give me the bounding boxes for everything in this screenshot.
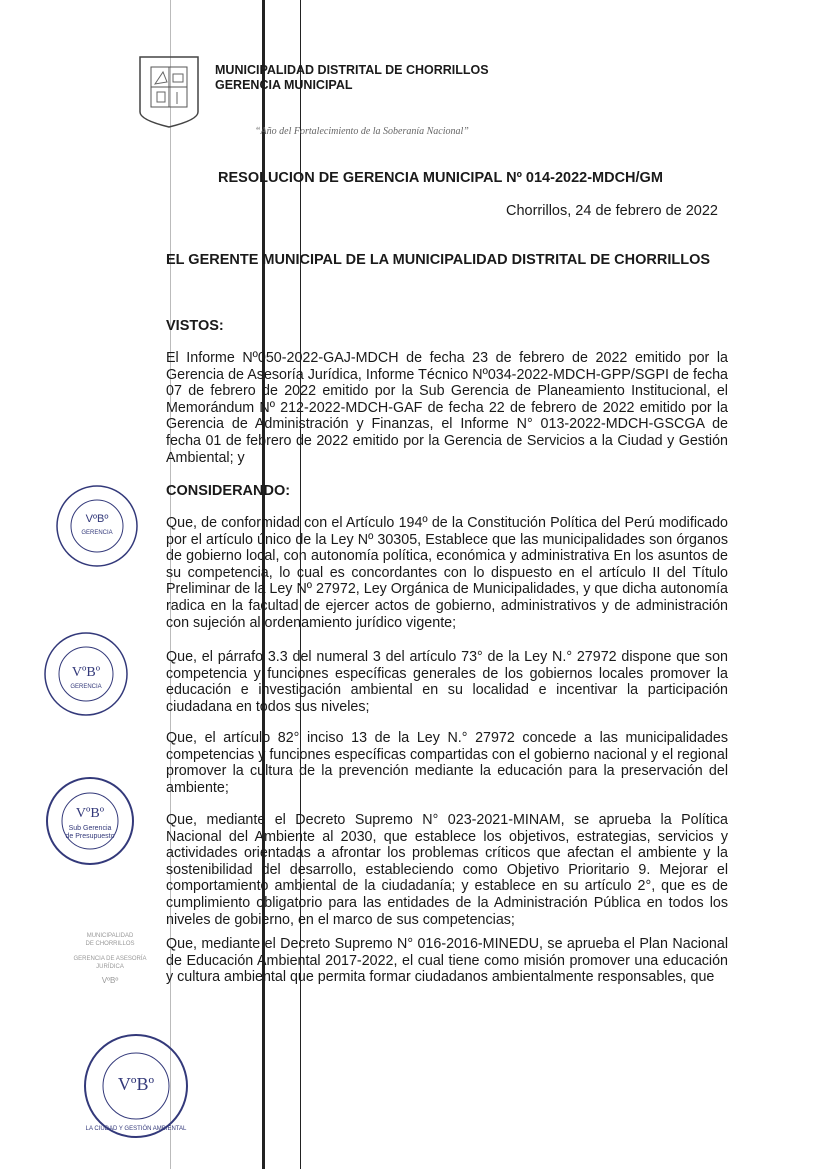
svg-text:GERENCIA: GERENCIA [70,684,102,690]
approval-stamp-administracion [42,630,130,718]
year-motto: “Año del Fortalecimiento de la Soberanía Nacional” [255,126,469,137]
vistos-heading: VISTOS: [166,318,224,334]
approval-stamp-gerencia-municipal [55,484,139,568]
considerando-paragraph: Que, el párrafo 3.3 del numeral 3 del artículo 73° de la Ley N.° 27972 dispone que son competencia y funciones específicas generales de los gobiernos locales promover la educación e investigación ambiental en su localidad e incentivar la participación ciudadana en todos sus niveles; [166,649,728,715]
svg-text:VºBº: VºBº [117,1074,155,1094]
resolution-date: Chorrillos, 24 de febrero de 2022 [506,203,718,219]
vistos-paragraph: El Informe Nº050-2022-GAJ-MDCH de fecha 23 de febrero de 2022 emitido por la Gerencia de Asesoría Jurídica, Informe Técnico Nº034-2022-MDCH-GPP/SGPI de fecha 07 de febrero de 2022 emitido por la Sub Gerencia de Planeamiento Institucional, el Memorándum Nº 212-2022-MDCH-GAF de fecha 22 de febrero de 2022 emitido por la Gerencia de Administración y Finanzas, el Informe N° 013-2022-MDCH-GSCGA de fecha 01 de febrero de 2022 emitido por la Gerencia de Servicios a la Ciudad y Gestión Ambiental; y [166,350,728,466]
svg-text:Sub Gerencia: Sub Gerencia [68,825,112,832]
institution-header [215,63,489,93]
svg-text:LA CIUDAD Y GESTIÓN AMBIENTAL: LA CIUDAD Y GESTIÓN AMBIENTAL [85,1126,187,1132]
svg-text:VºBº: VºBº [75,806,105,821]
approval-stamp-servicios-ciudad [82,1032,190,1140]
approval-stamp-asesoria-juridica [70,925,150,995]
svg-text:VºBº: VºBº [85,513,109,525]
resolution-title: RESOLUCION DE GERENCIA MUNICIPAL Nº 014-2022-MDCH/GM [218,170,663,186]
considerando-heading: CONSIDERANDO: [166,483,291,499]
svg-text:GERENCIA: GERENCIA [81,530,113,536]
considerando-paragraph: Que, el artículo 82° inciso 13 de la Ley N.° 27972 concede a las municipalidades competencias y funciones específicas compartidas con el gobierno nacional y el regional promover la cultura de la prevención mediante la educación para la preservación del ambiente; [166,730,728,796]
considerando-paragraph: Que, mediante el Decreto Supremo N° 016-2016-MINEDU, se aprueba el Plan Nacional de Educación Ambiental 2017-2022, el cual tiene como misión promover una educación y cultura ambiental que permita formar ciudadanos ambientalmente responsables, que [166,936,728,986]
svg-text:de Presupuesto: de Presupuesto [65,833,115,840]
svg-text:VºBº: VºBº [101,976,119,985]
department-name: GERENCIA MUNICIPAL [215,78,353,92]
svg-text:JURÍDICA: JURÍDICA [96,964,124,970]
considerando-paragraph: Que, de conformidad con el Artículo 194º de la Constitución Política del Perú modificado por el artículo único de la Ley Nº 30305, Establece que las municipalidades son órganos de gobierno local, con autonomía política, económica y administrativa En los asuntos de su competencia, lo cual es concordantes con lo dispuesto en el artículo II del Título Preliminar de la Ley Nº 27972, Ley Orgánica de Municipalidades, y que dicha autonomía radica en la facultad de ejercer actos de gobierno, administrativos y de administración con sujeción al ordenamiento jurídico vigente; [166,515,728,631]
svg-text:GERENCIA DE ASESORÍA: GERENCIA DE ASESORÍA [73,956,147,962]
approval-stamp-presupuesto [44,775,136,867]
svg-text:DE CHORRILLOS: DE CHORRILLOS [85,941,135,947]
municipal-coat-of-arms-logo [137,54,201,128]
svg-text:VºBº: VºBº [71,665,101,680]
considerando-paragraph: Que, mediante el Decreto Supremo N° 023-2021-MINAM, se aprueba la Política Nacional del Ambiente al 2030, que establece los objetivos, estrategias, servicios y actividades orientadas a afrontar los problemas críticos que afectan el ambiente y la sostenibilidad del desarrollo, estableciendo como Objetivo Prioritario 9. Mejorar el comportamiento ambiental de la ciudadanía; y establece en su artículo 2°, que es de cumplimiento obligatorio para las entidades de la Administración Pública en todos los niveles de gobierno, en el marco de sus competencias; [166,812,728,928]
svg-text:MUNICIPALIDAD: MUNICIPALIDAD [86,933,134,939]
municipality-name: MUNICIPALIDAD DISTRITAL DE CHORRILLOS [215,63,489,77]
authority-heading: EL GERENTE MUNICIPAL DE LA MUNICIPALIDAD DISTRITAL DE CHORRILLOS [166,252,711,268]
